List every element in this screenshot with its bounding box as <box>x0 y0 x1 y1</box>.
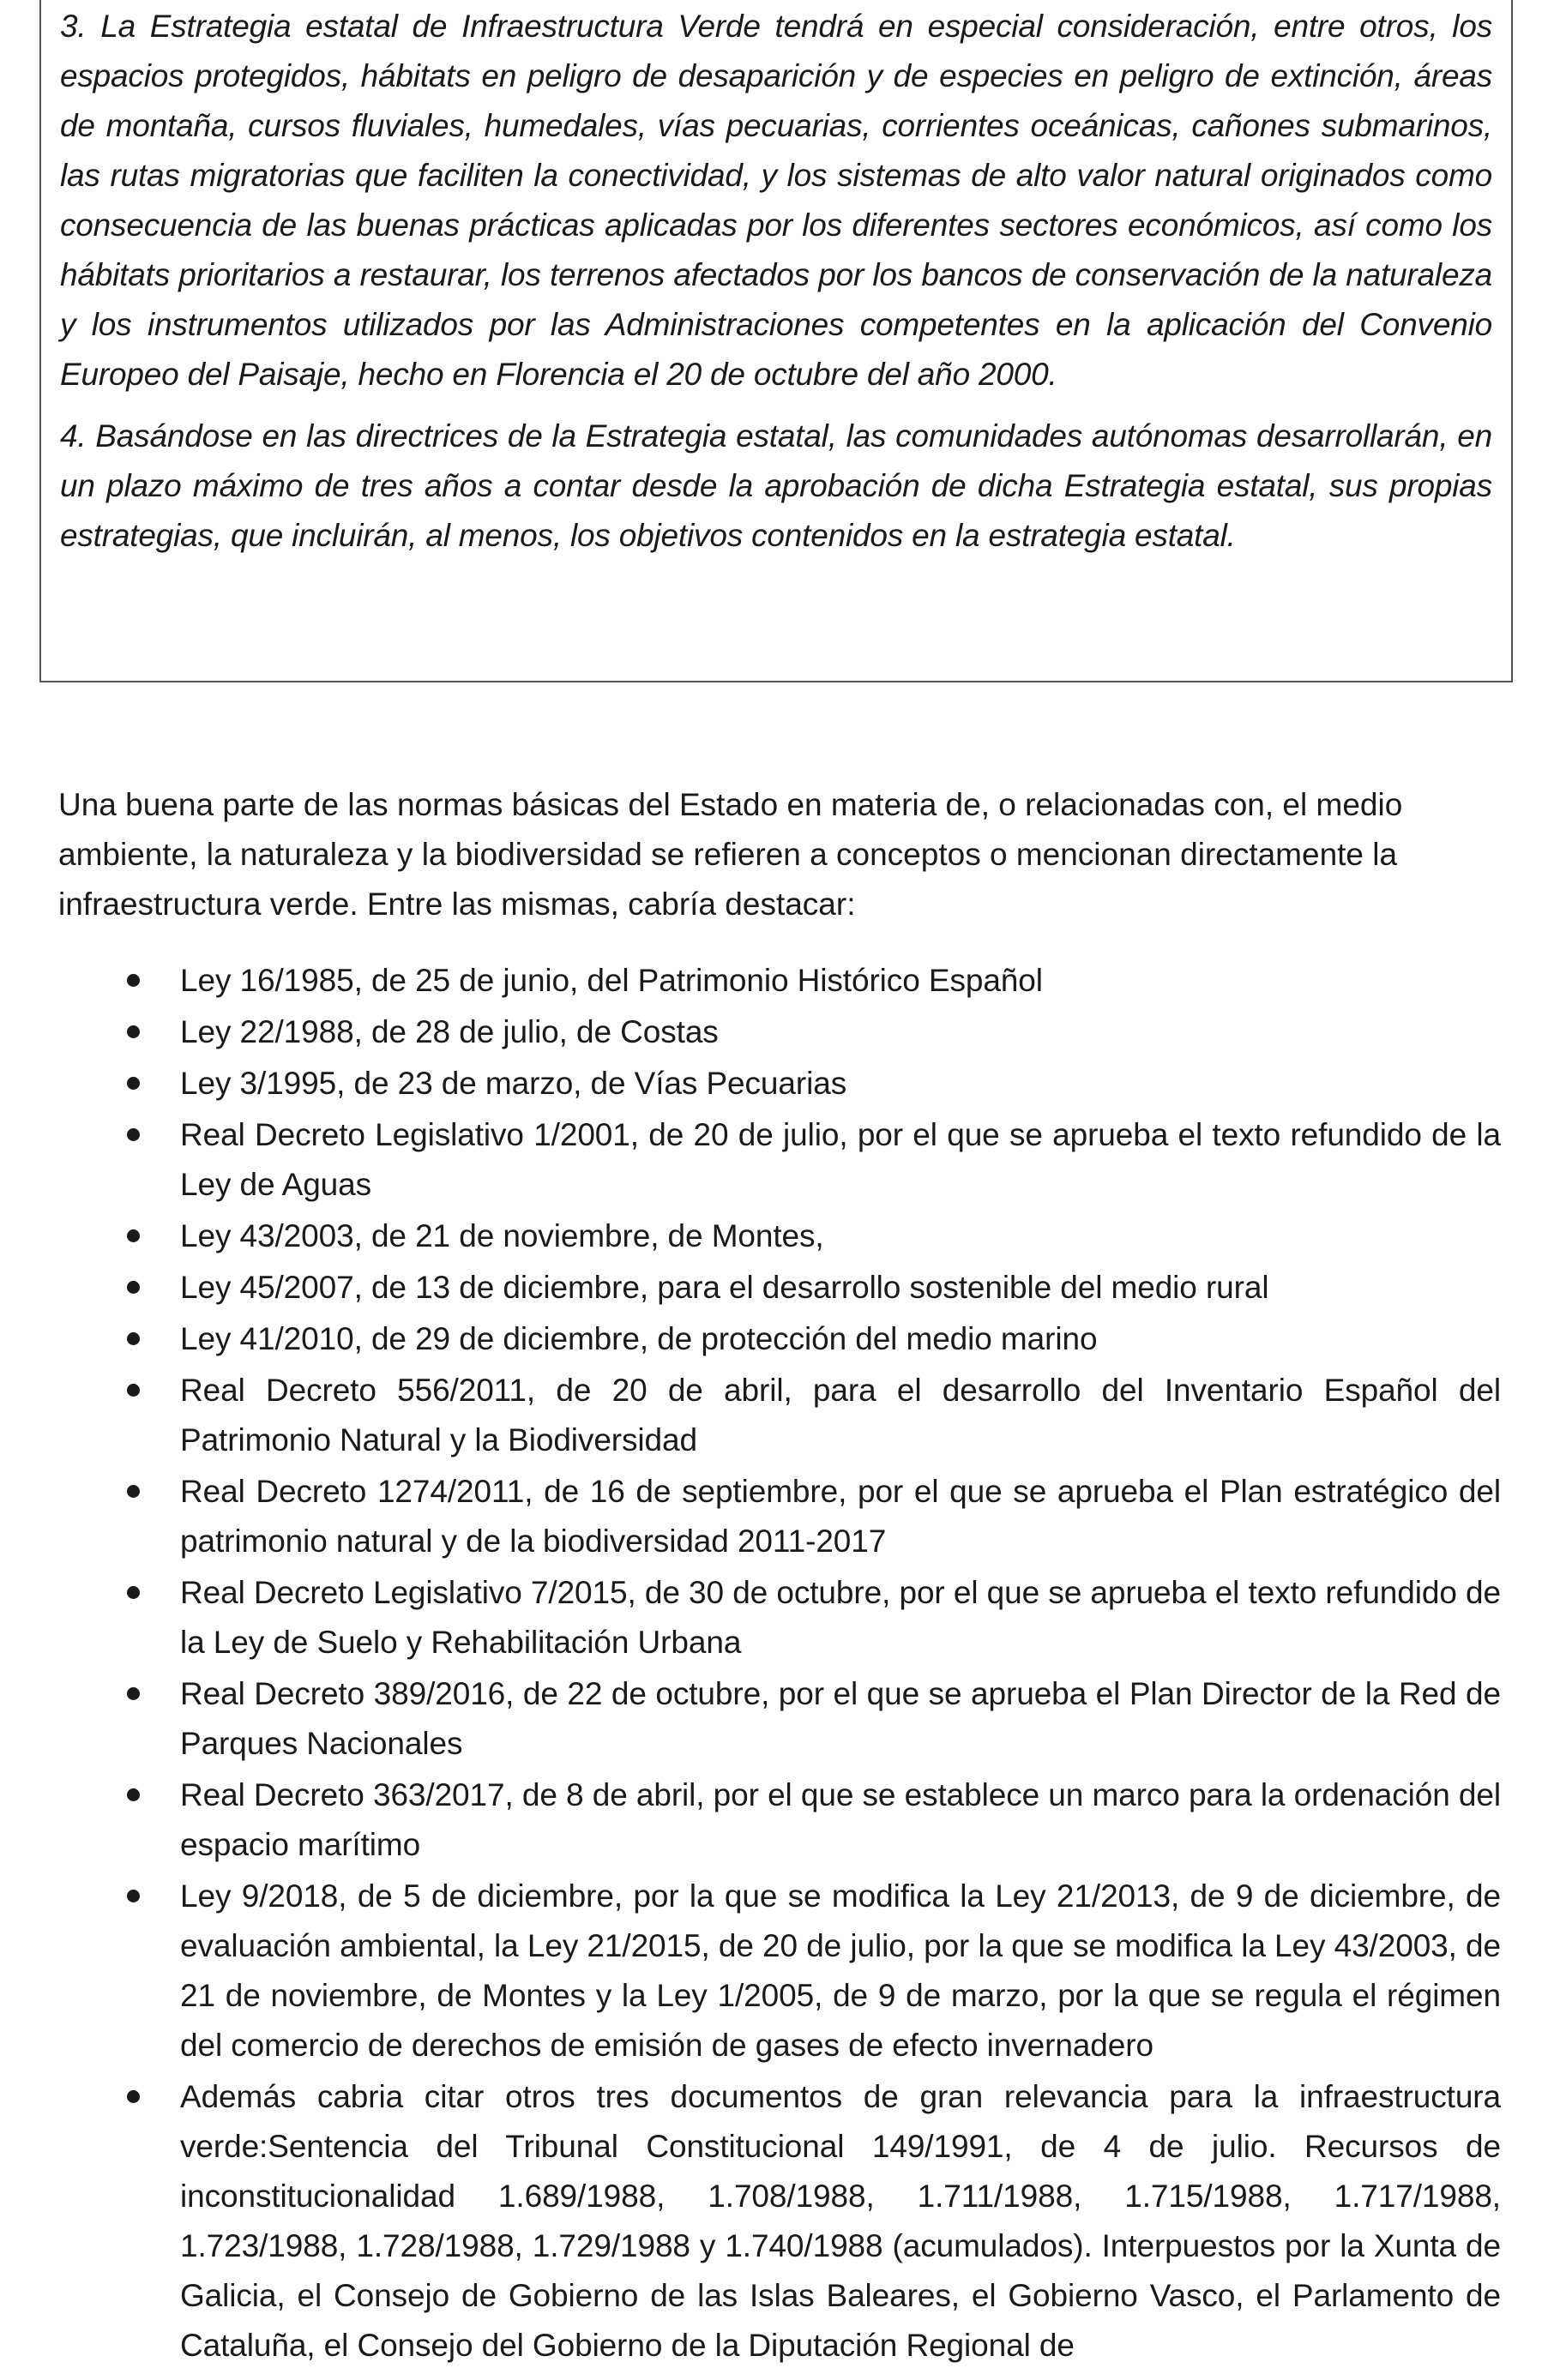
quoted-paragraph-3: 3. La Estrategia estatal de Infraestructura Verde tendrá en especial consideración, entre otros, los espacios protegidos, hábitats en peligro de desaparición y de especies en peligro de extinción, áreas de montaña, cursos fluviales, humedales, vías pecuarias, corrientes oceánicas, cañones submarinos, las rutas migratorias que faciliten la conectividad, y los sistemas de alto valor natural originados como consecuencia de las buenas prácticas aplicadas por los diferentes sectores económicos, así como los hábitats prioritarios a restaurar, los terrenos afectados por los bancos de conservación de la naturaleza y los instrumentos utilizados por las Administraciones competentes en la aplicación del Convenio Europeo del Paisaje, hecho en Florencia el 20 de octubre del año 2000. <box>60 9 1492 392</box>
list-item-text: Ley 9/2018, de 5 de diciembre, por la que se modifica la Ley 21/2013, de 9 de diciembre, de evaluación ambiental, la Ley 21/2015, de 20 de julio, por la que se modifica la Ley 43/2003, de 21 de noviembre, de Montes y la Ley 1/2005, de 9 de marzo, por la que se regula el régimen del comercio de derechos de emisión de gases de efecto invernadero <box>180 1878 1501 2063</box>
quoted-article-box <box>39 0 1513 682</box>
list-item-text: Real Decreto 389/2016, de 22 de octubre, por el que se aprueba el Plan Director de la Red de Parques Nacionales <box>180 1676 1501 1761</box>
list-item <box>58 1314 1501 1364</box>
bullet-icon <box>127 1332 140 1345</box>
bullet-icon <box>127 1077 140 1090</box>
bullet-icon <box>127 1229 140 1242</box>
list-item <box>58 1669 1501 1769</box>
bullet-icon <box>127 2090 140 2103</box>
bullet-icon <box>127 1384 140 1397</box>
list-item <box>58 1211 1501 1261</box>
list-item-text: Real Decreto Legislativo 1/2001, de 20 de julio, por el que se aprueba el texto refundido de la Ley de Aguas <box>180 1117 1501 1202</box>
bullet-icon <box>127 1788 140 1801</box>
list-item <box>58 1110 1501 1210</box>
list-item-text: Ley 3/1995, de 23 de marzo, de Vías Pecuarias <box>180 1066 847 1101</box>
bullet-icon <box>127 974 140 987</box>
list-item <box>58 956 1501 1006</box>
bullet-icon <box>127 1586 140 1599</box>
list-item-text: Real Decreto Legislativo 7/2015, de 30 de octubre, por el que se aprueba el texto refundido de la Ley de Suelo y Rehabilitación Urbana <box>180 1575 1501 1660</box>
bullet-icon <box>127 1128 140 1141</box>
list-item-text: Ley 22/1988, de 28 de julio, de Costas <box>180 1014 719 1049</box>
bullet-icon <box>127 1890 140 1902</box>
bullet-icon <box>127 1281 140 1294</box>
list-item <box>58 1872 1501 2070</box>
list-item <box>58 1366 1501 1465</box>
list-item-text: Ley 16/1985, de 25 de junio, del Patrimonio Histórico Español <box>180 963 1043 998</box>
intro-paragraph: Una buena parte de las normas básicas del Estado en materia de, o relacionadas con, el medio ambiente, la naturaleza y la biodiversidad se refieren a conceptos o mencionan directamente la infraestructura verde. Entre las mismas, cabría destacar: <box>58 787 1403 922</box>
bullet-icon <box>127 1687 140 1700</box>
bullet-icon <box>127 1485 140 1498</box>
list-item <box>58 2072 1501 2371</box>
laws-list <box>58 956 1501 2372</box>
list-item <box>58 1059 1501 1109</box>
list-item <box>58 1770 1501 1870</box>
quoted-paragraph-4: 4. Basándose en las directrices de la Estrategia estatal, las comunidades autónomas desarrollarán, en un plazo máximo de tres años a contar desde la aprobación de dicha Estrategia estatal, sus propias estrategias, que incluirán, al menos, los objetivos contenidos en la estrategia estatal. <box>60 418 1492 553</box>
list-item-text: Ley 43/2003, de 21 de noviembre, de Montes, <box>180 1218 824 1253</box>
list-item-text: Real Decreto 1274/2011, de 16 de septiembre, por el que se aprueba el Plan estratégico del patrimonio natural y de la biodiversidad 2011-2017 <box>180 1474 1501 1559</box>
list-item-text: Ley 45/2007, de 13 de diciembre, para el desarrollo sostenible del medio rural <box>180 1270 1269 1305</box>
list-item-text: Real Decreto 363/2017, de 8 de abril, por el que se establece un marco para la ordenación del espacio marítimo <box>180 1777 1501 1862</box>
list-item <box>58 1568 1501 1668</box>
list-item-text: Ley 41/2010, de 29 de diciembre, de protección del medio marino <box>180 1321 1098 1356</box>
list-item-text: Además cabria citar otros tres documentos de gran relevancia para la infraestructura verde:Sentencia del Tribunal Constitucional 149/1991, de 4 de julio. Recursos de inconstitucionalidad 1.689/1988, 1.708/1988, 1.711/1988, 1.715/1988, 1.717/1988, 1.723/1988, 1.728/1988, 1.729/1988 y 1.740/1988 (acumulados). Interpuestos por la Xunta de Galicia, el Consejo de Gobierno de las Islas Baleares, el Gobierno Vasco, el Parlamento de Cataluña, el Consejo del Gobierno de la Diputación Regional de <box>180 2079 1501 2363</box>
list-item <box>58 1007 1501 1057</box>
list-item <box>58 1263 1501 1313</box>
list-item-text: Real Decreto 556/2011, de 20 de abril, para el desarrollo del Inventario Español del Patrimonio Natural y la Biodiversidad <box>180 1373 1501 1457</box>
bullet-icon <box>127 1025 140 1038</box>
list-item <box>58 1467 1501 1566</box>
